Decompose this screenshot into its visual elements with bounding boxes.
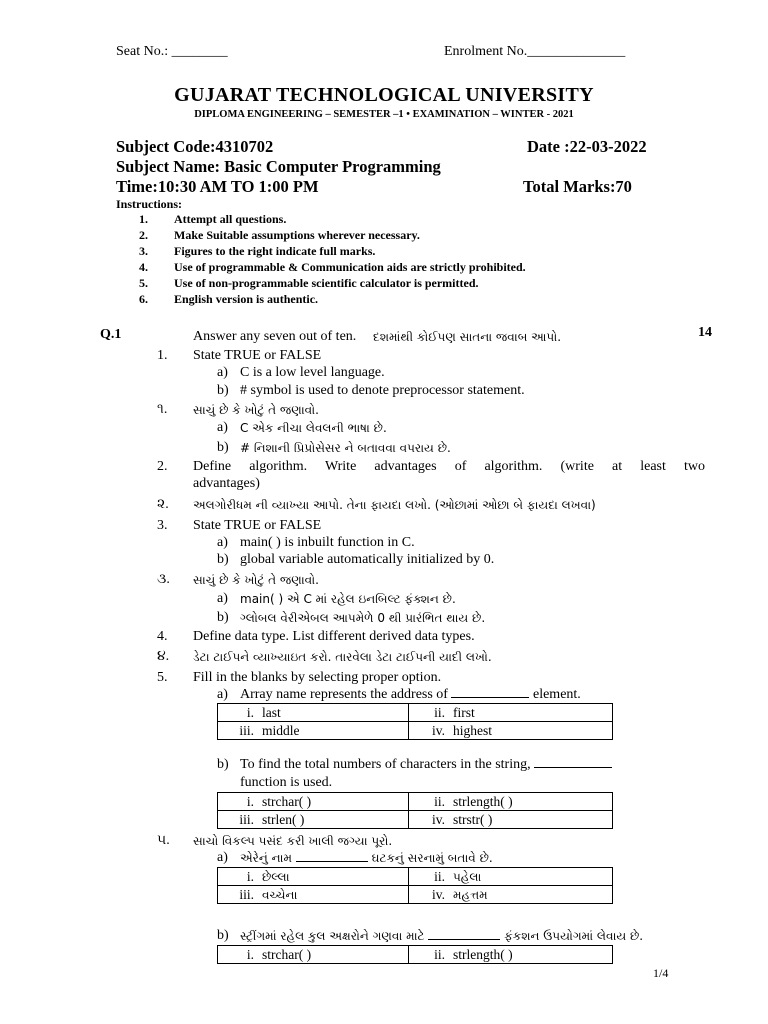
sub-label: a) [217,591,228,606]
option-text: વચ્ચેના [262,887,298,902]
table-row [218,793,613,811]
option-number: i. [246,946,254,962]
option-cell [409,868,613,886]
instruction-text: English version is authentic. [174,292,319,306]
sub-text-gu: ઘટકનું સરનામું બતાવે છે. [371,851,493,865]
subject-name: Subject Name: Basic Computer Programming [116,157,441,176]
option-number: ii. [434,793,445,809]
exam-time: Time:10:30 AM TO 1:00 PM [116,177,319,196]
question-label: Q.1 [100,327,122,342]
exam-line: DIPLOMA ENGINEERING – SEMESTER –1 • EXAMINATION – WINTER - 2021 [194,109,574,120]
question-marks: 14 [698,325,712,340]
university-title: GUJARAT TECHNOLOGICAL UNIVERSITY [174,84,594,106]
option-cell [409,811,613,829]
option-number: iii. [239,722,254,738]
instruction-number: 2. [139,228,148,242]
table-row [218,946,613,964]
option-cell [218,886,409,904]
option-number: i. [246,868,254,884]
option-text: strlength( ) [453,793,513,809]
option-number: ii. [434,704,445,720]
sub-text: To find the total numbers of characters in the string, [240,757,531,772]
question-prompt-gu: દશમાંથી કોઈપણ સાતના જવાબ આપો. [373,330,562,344]
blank-line [296,861,368,862]
option-cell [409,722,613,740]
options-table [217,703,613,740]
instruction-number: 4. [139,260,148,274]
option-cell [218,811,409,829]
instruction-number: 3. [139,244,148,258]
table-row [218,868,613,886]
option-cell [409,886,613,904]
option-number: iv. [432,886,445,902]
seat-no: Seat No.: ________ [116,44,228,59]
option-text: પહેલા [453,869,482,884]
fill-blank-question-gu [240,929,643,944]
item-text-gu: ડેટા ટાઈપને વ્યાખ્યાઇત કરો. તારવેલા ડેટા ટાઈપની યાદી લખો. [193,650,492,664]
option-number: iv. [432,811,445,827]
blank-line [534,767,612,768]
sub-text: global variable automatically initialized by 0. [240,552,495,567]
options-table-gu [217,867,613,904]
option-text: middle [262,722,300,738]
sub-label: b) [217,928,229,943]
item-number-gu: ૪. [157,649,170,664]
option-text: first [453,704,475,720]
sub-text: Array name represents the address of [240,687,448,702]
instruction-text: Attempt all questions. [174,212,287,226]
sub-label: b) [217,440,229,455]
option-cell [218,704,409,722]
item-number-gu: ૩. [157,572,170,587]
enrolment-no: Enrolment No.______________ [444,44,626,59]
option-text: strchar( ) [262,793,312,809]
instruction-text: Make Suitable assumptions wherever necessary. [174,228,420,242]
sub-label: a) [217,365,228,380]
option-number: iii. [239,886,254,902]
item-text-gu: સાચું છે કે ખોટું તે જણાવો. [193,573,319,587]
option-number: i. [246,704,254,720]
option-text: strlen( ) [262,811,305,827]
blank-line [451,697,529,698]
table-row [218,811,613,829]
option-cell [409,704,613,722]
item-text: State TRUE or FALSE [193,518,322,533]
item-text-gu: સાચો વિકલ્પ પસંદ કરી ખાલી જગ્યા પૂરો. [193,834,393,848]
sub-label: a) [217,535,228,550]
instruction-number: 5. [139,276,148,290]
instruction-text: Figures to the right indicate full marks. [174,244,376,258]
sub-label: b) [217,610,229,625]
option-cell [409,793,613,811]
option-cell [218,722,409,740]
page-number: 1/4 [653,966,669,980]
option-cell [218,946,409,964]
item-number-gu: ૫. [157,833,170,848]
option-number: ii. [434,868,445,884]
option-number: iv. [432,722,445,738]
item-text-gu: અલગોરીધમ ની વ્યાખ્યા આપો. તેના ફાયદા લખો. (ઓછામાં ઓછા બે ફાયદા લખવા) [193,498,596,512]
sub-text-gu: ગ્લોબલ વેરીએબલ આપમેળે 0 થી પ્રારંભિત થાય છે. [240,611,486,625]
item-number: 4. [157,629,168,644]
options-table [217,792,613,829]
sub-text-gu: # નિશાની પ્રિપ્રોસેસર ને બતાવવા વપરાય છે. [240,441,451,455]
item-text: State TRUE or FALSE [193,348,322,363]
sub-label: b) [217,383,229,398]
option-cell [218,868,409,886]
item-text: Define algorithm. Write advantages of algorithm. (write at least two [193,459,705,474]
subject-code: Subject Code:4310702 [116,137,274,156]
sub-text: C is a low level language. [240,365,385,380]
item-text: Fill in the blanks by selecting proper option. [193,670,442,685]
option-number: iii. [239,811,254,827]
sub-text-cont: function is used. [240,775,333,790]
item-number: 5. [157,670,168,685]
item-number: 2. [157,459,168,474]
option-text: strstr( ) [453,811,493,827]
exam-date: Date :22-03-2022 [527,137,647,156]
option-text: strchar( ) [262,946,312,962]
sub-label: b) [217,757,229,772]
item-text: Define data type. List different derived data types. [193,629,475,644]
instruction-text: Use of programmable & Communication aids are strictly prohibited. [174,260,526,274]
fill-blank-question [240,757,612,773]
item-text-gu: સાચું છે કે ખોટું તે જણાવો. [193,403,319,417]
option-number: i. [246,793,254,809]
sub-label: a) [217,687,228,702]
sub-text: # symbol is used to denote preprocessor statement. [240,383,525,398]
option-number: ii. [434,946,445,962]
option-text: છેલ્લા [262,869,290,884]
sub-label: a) [217,420,228,435]
table-row [218,886,613,904]
instruction-number: 1. [139,212,148,226]
sub-text-gu: C એક નીચા લેવલની ભાષા છે. [240,421,387,435]
option-text: highest [453,722,492,738]
sub-text-gu: એરેનું નામ [240,851,292,865]
item-number: 1. [157,348,168,363]
blank-line [428,939,500,940]
item-number-gu: ૨. [157,497,169,512]
instruction-text: Use of non-programmable scientific calculator is permitted. [174,276,479,290]
sub-text: element. [532,687,581,702]
sub-text: main( ) is inbuilt function in C. [240,535,415,550]
sub-text-gu: સ્ટ્રીંગમાં રહેલ કુલ અક્ષરોને ગણવા માટે [240,929,425,943]
item-text-cont: advantages) [193,476,260,491]
option-text: strlength( ) [453,946,513,962]
options-table-gu [217,945,613,964]
option-cell [409,946,613,964]
instructions-title: Instructions: [116,197,183,211]
question-prompt-en: Answer any seven out of ten. [193,329,357,344]
sub-label: b) [217,552,229,567]
instruction-number: 6. [139,292,148,306]
sub-text-gu: ફંકશન ઉપયોગમાં લેવાય છે. [504,929,644,943]
option-text: મહત્તમ [453,887,488,902]
total-marks: Total Marks:70 [523,177,632,196]
table-row [218,722,613,740]
sub-label: a) [217,850,228,865]
table-row [218,704,613,722]
sub-text-gu: main( ) એ C માં રહેલ ઇનબિલ્ટ ફંક્શન છે. [240,592,456,606]
item-number-gu: ૧. [157,402,168,417]
item-number: 3. [157,518,168,533]
fill-blank-question-gu [240,851,493,866]
option-text: last [262,704,281,720]
option-cell [218,793,409,811]
fill-blank-question [240,687,581,703]
